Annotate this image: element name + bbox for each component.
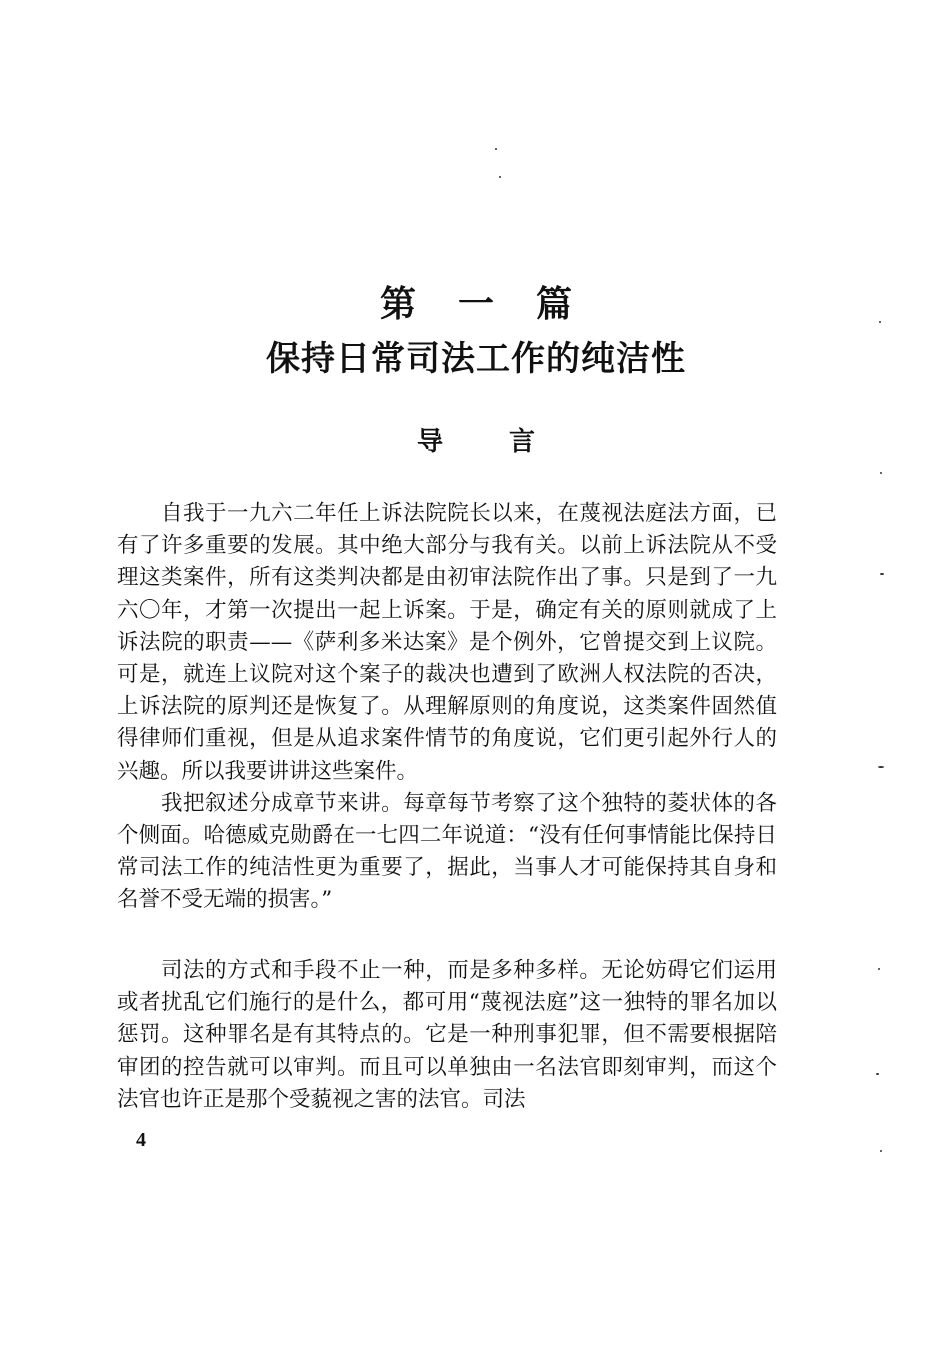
part-subtitle: 保持日常司法工作的纯洁性 <box>266 339 686 379</box>
paragraph: 自我于一九六二年任上诉法院院长以来，在蔑视法庭法方面，已有了许多重要的发展。其中绝大部分与我有关。以前上诉法院从不受理这类案件，所有这类判决都是由初审法院作出了事。只是到了一九六〇年，才第一次提出一起上诉案。于是，确定有关的原则就成了上诉法院的职责——《萨利多米达案》是个例外，它曾提交到上议院。可是，就连上议院对这个案子的裁决也遭到了欧洲人权法院的否决，上诉法院的原判还是恢复了。从理解原则的角度说，这类案件固然值得律师们重视，但是从追求案件情节的角度说，它们更引起外行人的兴趣。所以我要讲讲这些案件。 <box>117 501 777 784</box>
text-block-continuation <box>117 955 777 1116</box>
part-title: 第一篇 <box>379 284 614 325</box>
scan-speck <box>879 321 881 323</box>
page-number: 4 <box>136 1129 146 1151</box>
paragraph: 司法的方式和手段不止一种，而是多种多样。无论妨碍它们运用或者扰乱它们施行的是什么，都可用“蔑视法庭”这一独特的罪名加以惩罚。这种罪名是有其特点的。它是一种刑事犯罪，但不需要根据陪审团的控告就可以审判。而且可以单独由一名法官即刻审判，而这个法官也许正是那个受藐视之害的法官。司法 <box>117 958 777 1112</box>
scan-speck <box>880 472 882 474</box>
scan-speck <box>495 148 497 150</box>
scan-speck <box>878 766 884 768</box>
scan-speck <box>499 176 501 178</box>
scan-speck <box>878 968 880 970</box>
section-heading: 导言 <box>416 427 601 457</box>
scan-speck <box>876 1073 879 1075</box>
scan-speck <box>880 1150 882 1152</box>
scan-speck <box>880 573 884 575</box>
paragraph: 我把叙述分成章节来讲。每章每节考察了这个独特的菱状体的各个侧面。哈德威克勋爵在一七四二年说道：“没有任何事情能比保持日常司法工作的纯洁性更为重要了，据此，当事人才可能保持其自身和名誉不受无端的损害。” <box>117 790 777 913</box>
text-block-introduction <box>117 498 777 917</box>
